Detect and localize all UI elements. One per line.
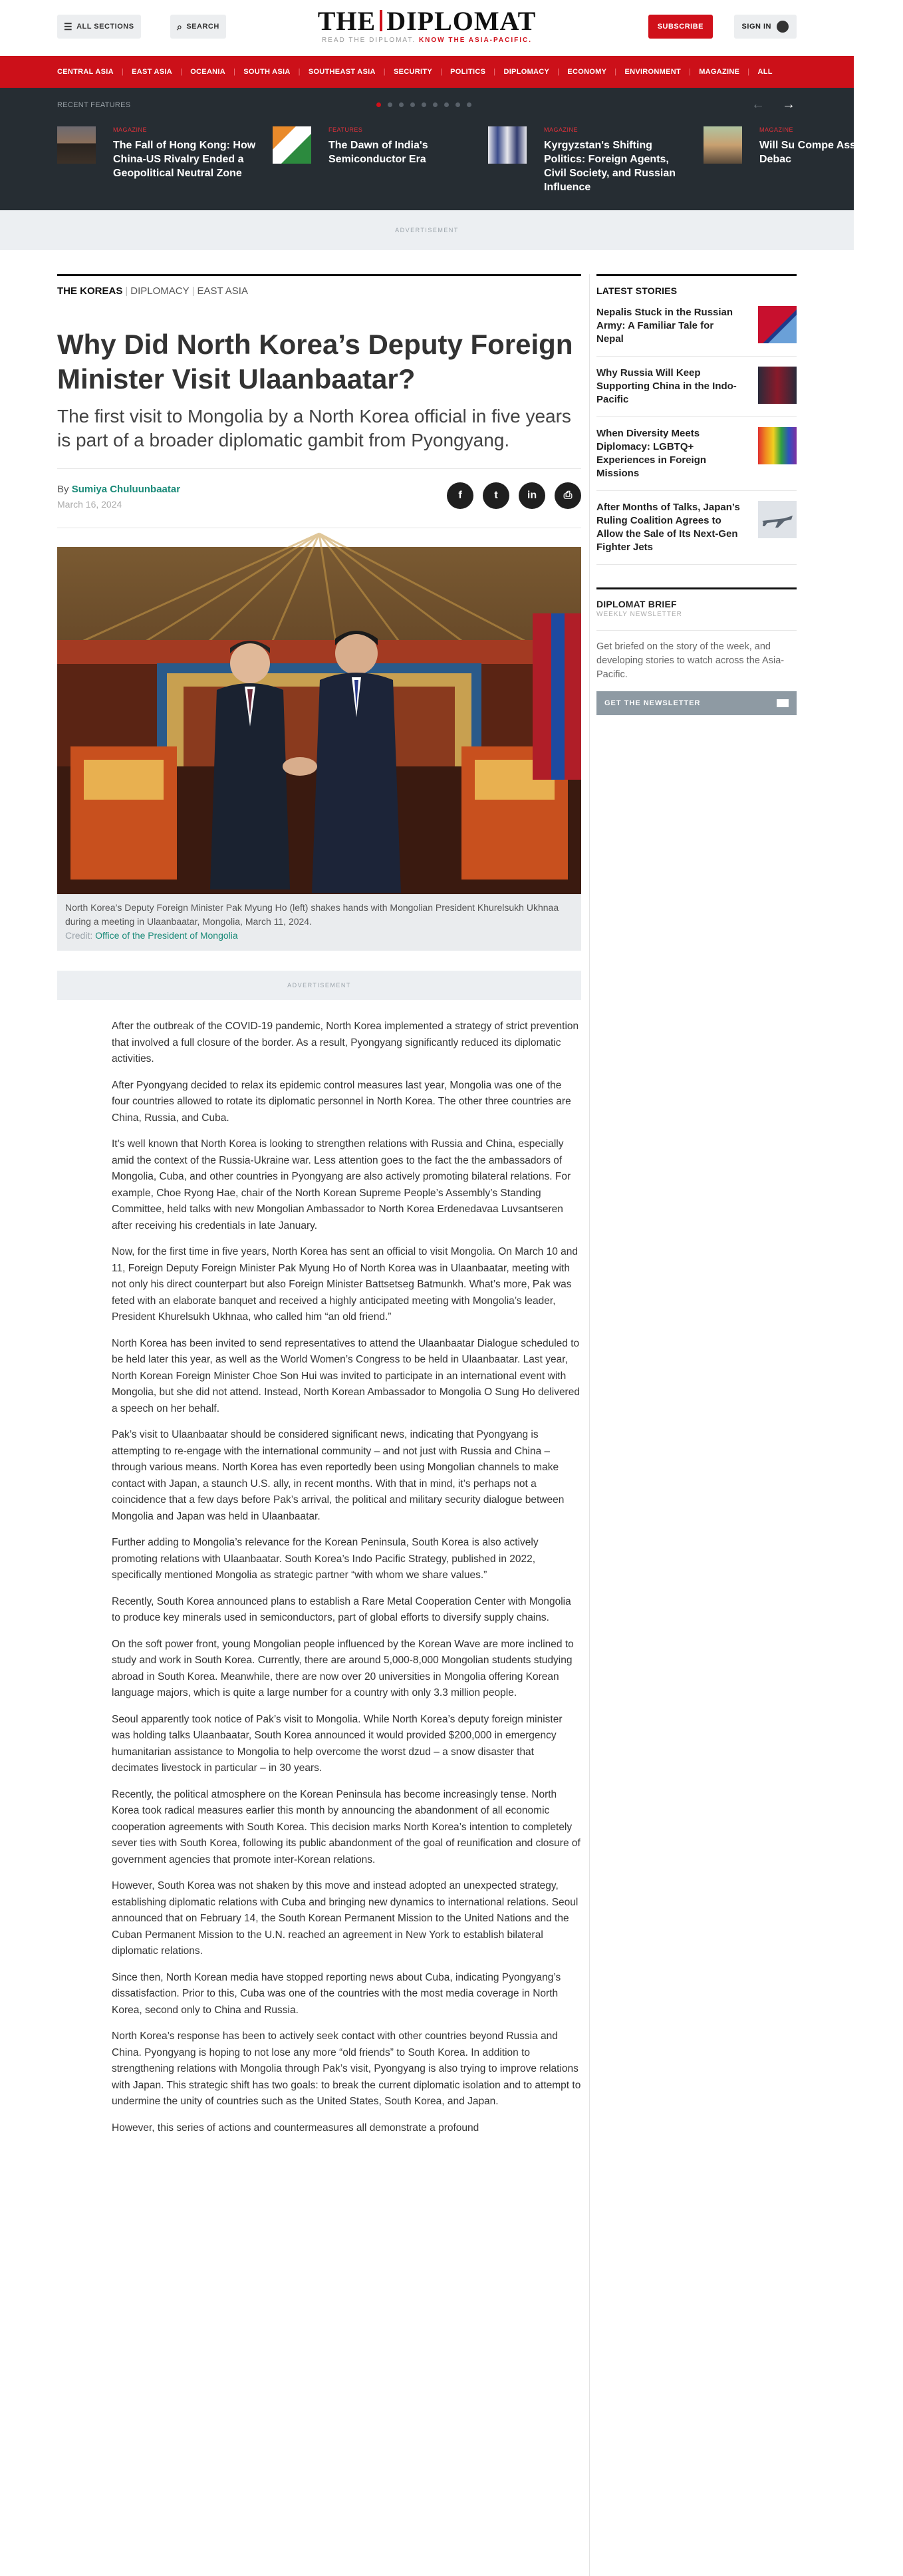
article-title: Why Did North Korea’s Deputy Foreign Minister Visit Ulaanbaatar? <box>57 329 573 395</box>
newsletter-title: DIPLOMAT BRIEF <box>596 599 677 609</box>
recent-features-carousel <box>0 88 872 210</box>
carousel-dot[interactable] <box>455 102 460 107</box>
photo-caption: North Korea’s Deputy Foreign Minister Pak Myung Ho (left) shakes hands with Mongolian President Khurelsukh Ukhnaa during a meeting in Ulaanbaatar, Mongolia, March 11, 2024. Credit: Office of the President of Mongolia <box>57 894 581 951</box>
story-thumbnail <box>758 501 797 538</box>
nav-item[interactable]: DIPLOMACY <box>503 68 550 76</box>
feature-title[interactable]: Kyrgyzstan's Shifting Politics: Foreign Agents, Civil Society, and Russian Influence <box>544 140 676 193</box>
article-paragraph: Recently, the political atmosphere on the Korean Peninsula has become increasingly tense. North Korea took radical measures earlier this month by announcing the abandonment of all economic cooperation agreements with South Korea. This decision marks North Korea’s intention to completely sever ties with South Korea, following its public abandonment of the goal of reunification and closure of government agencies that promote inter-Korean relations. <box>112 1788 580 1865</box>
nav-item[interactable]: POLITICS <box>450 68 486 76</box>
article-paragraph: However, this series of actions and countermeasures all demonstrate a profound <box>112 2122 479 2134</box>
feature-title[interactable]: Will Su Compe Assum Debac <box>759 140 872 165</box>
site-header <box>0 0 854 56</box>
hero-photo <box>57 547 581 894</box>
article-paragraph: It’s well known that North Korea is looking to strengthen relations with Russia and China, especially amid the context of the Russia-Ukraine war. Less attention goes to the fact the the ambassadors of Mongolia, Cuba, and other countries in Pyongyang are also actively promoting bilateral relations. For example, Choe Ryong Hae, chair of the North Korean Supreme People’s Assembly’s Standing Committee, held talks with new Mongolian Ambassador to North Korea Erdenedavaa Luvsantseren after receiving his credentials in late January. <box>112 1138 571 1231</box>
feature-card[interactable]: MAGAZINE Kyrgyzstan's Shifting Politics: Foreign Agents, Civil Society, and Russian Influence <box>488 126 688 194</box>
newsletter-button[interactable]: GET THE NEWSLETTER <box>596 691 797 715</box>
subscribe-button[interactable]: SUBSCRIBE <box>648 15 713 39</box>
carousel-dot[interactable] <box>444 102 449 107</box>
share-buttons <box>447 482 581 509</box>
section-link[interactable]: THE KOREAS <box>57 285 123 297</box>
carousel-dot[interactable] <box>433 102 438 107</box>
site-logo[interactable]: THE DIPLOMAT READ THE DIPLOMAT. KNOW THE ASIA-PACIFIC. <box>317 6 537 44</box>
article-paragraph: North Korea has been invited to send representatives to attend the Ulaanbaatar Dialogue scheduled to be held later this year, as well as the World Women’s Congress to be held in Ulaanbaatar. Last year, North Korean Foreign Minister Choe Son Hui was invited to participate in an international event with Mongolia, but she did not attend. Instead, North Korean Ambassador to Mongolia O Sung Ho delivered a speech on her behalf. <box>112 1337 580 1414</box>
article-dek: The first visit to Mongolia by a North Korea official in five years is part of a broader diplomatic gambit from Pyongyang. <box>57 406 571 450</box>
carousel-dot[interactable] <box>376 102 381 107</box>
carousel-dot[interactable] <box>399 102 404 107</box>
article <box>57 274 581 2146</box>
tag-link[interactable]: DIPLOMACY <box>130 285 190 297</box>
author-link[interactable]: Sumiya Chuluunbaatar <box>71 484 181 495</box>
feature-thumbnail <box>704 126 742 164</box>
arrow-left-icon[interactable]: ← <box>751 97 765 112</box>
photo-credit-link[interactable]: Office of the President of Mongolia <box>95 930 238 941</box>
feature-thumbnail <box>273 126 311 164</box>
nav-item[interactable]: ALL <box>757 68 773 76</box>
facebook-icon[interactable]: f <box>447 482 473 509</box>
feature-thumbnail <box>488 126 527 164</box>
latest-stories-heading: LATEST STORIES <box>596 274 797 296</box>
sign-in-button[interactable]: SIGN IN <box>734 15 797 39</box>
article-paragraph: Pak’s visit to Ulaanbaatar should be considered significant news, indicating that Pyongyang is attempting to re-engage with the international community – and not just with Russia and China – through various means. North Korea has even reportedly been using Mongolian channels to make contact with Japan, a staunch U.S. ally, in recent months. With that in mind, it’s perhaps not a coincidence that a few days before Pak’s arrival, the political and military security dialogue between Mongolia and Japan was held in Ulaanbaatar. <box>112 1429 565 1522</box>
feature-card[interactable]: FEATURES The Dawn of India's Semiconductor Era <box>273 126 472 166</box>
latest-story[interactable]: When Diversity Meets Diplomacy: LGBTQ+ Experiences in Foreign Missions <box>596 417 797 491</box>
article-paragraph: Recently, South Korea announced plans to establish a Rare Metal Cooperation Center with Mongolia to produce key minerals used in semiconductors, part of global efforts to diversify supply chains. <box>112 1595 571 1623</box>
latest-story[interactable]: Why Russia Will Keep Supporting China in the Indo-Pacific <box>596 357 797 417</box>
carousel-dot[interactable] <box>410 102 415 107</box>
article-body <box>57 1019 581 2136</box>
article-paragraph: However, South Korea was not shaken by this move and instead adopted an unexpected strategy, establishing diplomatic relations with Cuba and bringing new dynamics to international relations. Seoul announced that on February 14, the South Korean Permanent Mission to the United Nations and the Cuban Permanent Mission to the U.N. reached an agreement in New York to establish bilateral diplomatic relations. <box>112 1880 579 1957</box>
jet-icon <box>758 501 797 538</box>
breadcrumb: THE KOREAS | DIPLOMACY | EAST ASIA <box>57 274 581 297</box>
sidebar <box>596 274 797 715</box>
ad-banner: ADVERTISEMENT <box>0 210 854 250</box>
tag-link[interactable]: EAST ASIA <box>197 285 248 297</box>
inline-ad: ADVERTISEMENT <box>57 971 581 1000</box>
user-icon <box>777 21 789 33</box>
story-thumbnail <box>758 367 797 404</box>
feature-thumbnail <box>57 126 96 164</box>
latest-story[interactable]: Nepalis Stuck in the Russian Army: A Familiar Tale for Nepal <box>596 296 797 357</box>
newsletter-box <box>596 587 797 715</box>
linkedin-icon[interactable]: in <box>519 482 545 509</box>
carousel-dots <box>376 102 471 107</box>
nav-item[interactable]: CENTRAL ASIA <box>57 68 114 76</box>
newsletter-description: Get briefed on the story of the week, and developing stories to watch across the Asia-Pacific. <box>596 630 797 682</box>
nav-item[interactable]: SOUTH ASIA <box>243 68 291 76</box>
all-sections-button[interactable]: ☰ ALL SECTIONS <box>57 15 141 39</box>
carousel-dot[interactable] <box>422 102 426 107</box>
story-thumbnail <box>758 427 797 464</box>
story-thumbnail <box>758 306 797 343</box>
nav-item[interactable]: OCEANIA <box>190 68 226 76</box>
nav-item[interactable]: SOUTHEAST ASIA <box>308 68 376 76</box>
nav-item[interactable]: EAST ASIA <box>132 68 173 76</box>
article-paragraph: After the outbreak of the COVID-19 pandemic, North Korea implemented a strategy of strict prevention that involved a full closure of the border. As a result, Pyongyang significantly reduced its diplomatic activities. <box>112 1021 579 1064</box>
article-paragraph: North Korea’s response has been to actively seek contact with other countries beyond Russia and China. Pyongyang is hoping to not lose any more “old friends” to South Korea. In addition to strengthening relations with Mongolia through Pak’s visit, Pyongyang is also trying to improve relations with Japan. This strategic shift has two goals: to break the current diplomatic isolation and to attempt to undermine the unity of countries such as the United States, South Korea, and Japan. <box>112 2030 581 2107</box>
carousel-dot[interactable] <box>388 102 392 107</box>
print-icon[interactable]: ⎙ <box>555 482 581 509</box>
nav-item[interactable]: MAGAZINE <box>699 68 740 76</box>
feature-title[interactable]: The Fall of Hong Kong: How China-US Rivalry Ended a Geopolitical Neutral Zone <box>113 140 256 179</box>
carousel-dot[interactable] <box>467 102 471 107</box>
search-button[interactable]: ⌕ SEARCH <box>170 15 226 39</box>
feature-card[interactable]: MAGAZINE Will Su Compe Assum Debac <box>704 126 903 166</box>
article-paragraph: On the soft power front, young Mongolian people influenced by the Korean Wave are more inclined to study and work in South Korea. Currently, there are around 5,000-8,000 Mongolian students studying abroad in South Korea. Meanwhile, there are now over 20 universities in Mongolia offering Korean language majors, which is quite a large number for a country with only 3.3 million people. <box>112 1638 574 1698</box>
hamburger-icon: ☰ <box>64 21 73 32</box>
section-nav: CENTRAL ASIA | EAST ASIA | OCEANIA | SOUTH ASIA | SOUTHEAST ASIA | SECURITY | POLITICS | DIPLOMACY | ECONOMY | ENVIRONMENT | MAGAZINE | ALL <box>0 56 854 88</box>
byline: By Sumiya Chuluunbaatar <box>57 484 181 495</box>
twitter-icon[interactable]: t <box>483 482 509 509</box>
feature-card[interactable]: MAGAZINE The Fall of Hong Kong: How China-US Rivalry Ended a Geopolitical Neutral Zone <box>57 126 257 180</box>
feature-title[interactable]: The Dawn of India's Semiconductor Era <box>328 140 428 165</box>
nav-item[interactable]: SECURITY <box>393 68 432 76</box>
arrow-right-icon[interactable]: → <box>782 97 795 112</box>
column-divider <box>589 274 590 2576</box>
search-icon: ⌕ <box>177 21 183 32</box>
nav-item[interactable]: ECONOMY <box>567 68 607 76</box>
article-paragraph: Since then, North Korean media have stopped reporting news about Cuba, indicating Pyongyang’s dissatisfaction. Prior to this, Cuba was one of the countries with the most media coverage in North Korea, second only to China and Russia. <box>112 1971 561 2016</box>
latest-story[interactable]: After Months of Talks, Japan’s Ruling Coalition Agrees to Allow the Sale of Its Next-Gen Fighter Jets <box>596 491 797 565</box>
article-date: March 16, 2024 <box>57 499 122 510</box>
recent-features-label: RECENT FEATURES <box>57 101 131 109</box>
hero-photo-illustration <box>57 547 581 894</box>
byline-row <box>57 468 581 528</box>
article-paragraph: Further adding to Mongolia’s relevance for the Korean Peninsula, South Korea is also actively promoting relations with Ulaanbaatar. South Korea’s Indo Pacific Strategy, published in 2022, specifically mentioned Mongolia as strategic partner “with whom we share values.” <box>112 1537 539 1581</box>
envelope-icon <box>777 699 789 707</box>
nav-item[interactable]: ENVIRONMENT <box>624 68 682 76</box>
article-paragraph: Seoul apparently took notice of Pak’s visit to Mongolia. While North Korea’s deputy foreign minister was holding talks Ulaanbaatar, South Korea announced it would provided $200,000 in emergency humanitarian assistance to Mongolia to help overcome the worst dzud – a snow disaster that decimates livestock in particular – in 30 years. <box>112 1713 563 1774</box>
article-paragraph: After Pyongyang decided to relax its epidemic control measures last year, Mongolia was one of the four countries allowed to rotate its diplomatic personnel in North Korea. The other three countries are China, Russia, and Cuba. <box>112 1079 571 1124</box>
article-paragraph: Now, for the first time in five years, North Korea has sent an official to visit Mongolia. On March 10 and 11, Foreign Deputy Foreign Minister Pak Myung Ho of North Korea was in Ulaanbaatar, meeting with not only his direct counterpart but also Foreign Minister Battsetseg Batmunkh. What’s more, Pak was feted with an elaborate banquet and received a highly anticipated meeting with Mongolia’s leader, President Khurelsukh Ukhnaa, who called him “an old friend.” <box>112 1246 578 1323</box>
newsletter-subtitle: WEEKLY NEWSLETTER <box>596 611 682 618</box>
